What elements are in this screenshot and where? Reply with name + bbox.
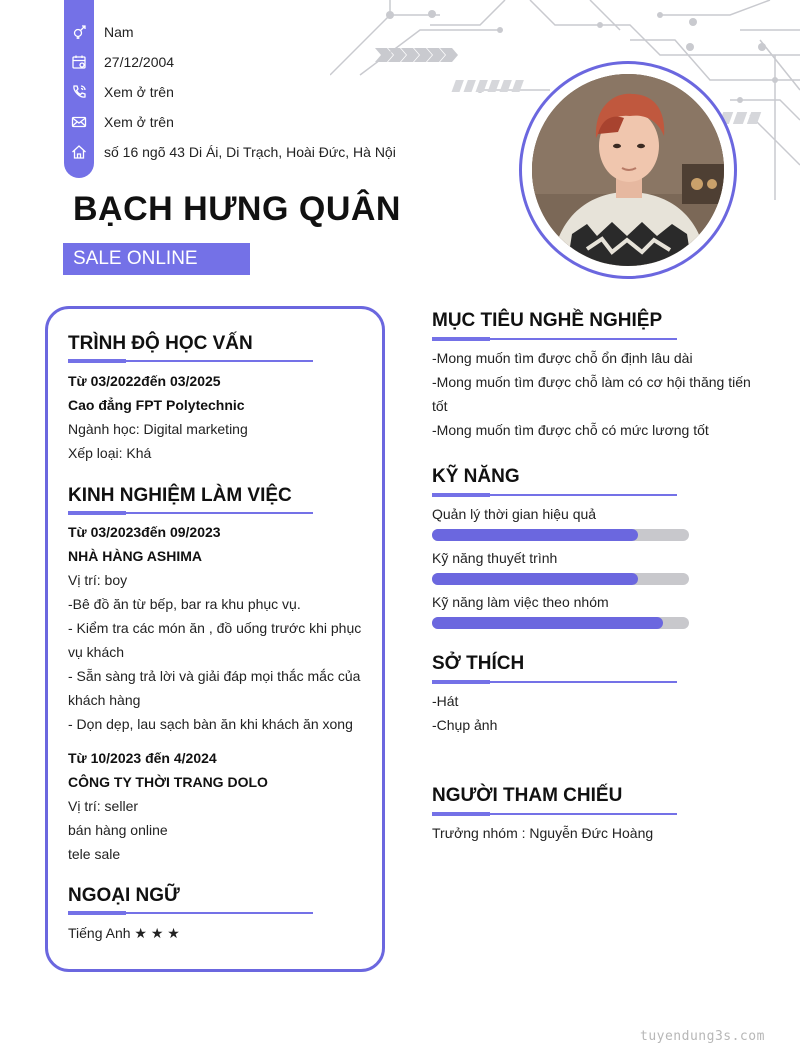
job-detail-line: -Bê đồ ăn từ bếp, bar ra khu phục vụ. — [68, 596, 301, 612]
contact-address-row — [64, 137, 396, 167]
job-company: NHÀ HÀNG ASHIMA — [68, 548, 203, 564]
languages-heading: NGOẠI NGỮ — [68, 885, 180, 906]
references-heading: NGƯỜI THAM CHIẾU — [432, 785, 623, 806]
objective-line: -Mong muốn tìm được chỗ làm có cơ hội thăng tiến — [432, 374, 751, 390]
phone-text: Xem ở trên — [104, 84, 174, 100]
job-title-badge: SALE ONLINE — [63, 243, 250, 275]
watermark: tuyendung3s.com — [640, 1029, 765, 1044]
contact-email-row — [64, 107, 174, 137]
objective-heading: MỤC TIÊU NGHỀ NGHIỆP — [432, 310, 663, 331]
job-detail-line: - Dọn dẹp, lau sạch bàn ăn khi khách ăn xong — [68, 716, 353, 732]
language-item: Tiếng Anh ★ ★ ★ — [68, 925, 180, 941]
email-text: Xem ở trên — [104, 114, 174, 130]
job-detail-line: vụ khách — [68, 644, 125, 660]
skill-bar-fill — [432, 617, 663, 629]
job-detail-line: khách hàng — [68, 692, 141, 708]
education-divider — [68, 360, 313, 362]
avatar — [532, 74, 724, 266]
education-school: Cao đẳng FPT Polytechnic — [68, 397, 245, 413]
skill-label: Quản lý thời gian hiệu quả — [432, 506, 597, 522]
skill-bar-track — [432, 617, 689, 629]
job-period: Từ 03/2023đến 09/2023 — [68, 524, 221, 540]
education-major: Ngành học: Digital marketing — [68, 421, 248, 437]
contact-birthday-row — [64, 47, 174, 77]
education-grade: Xếp loại: Khá — [68, 445, 152, 461]
skill-label: Kỹ năng thuyết trình — [432, 550, 558, 566]
job-detail-line: tele sale — [68, 846, 121, 862]
skill-bar-fill — [432, 529, 638, 541]
address-text: số 16 ngõ 43 Di Ái, Di Trạch, Hoài Đức, Hà Nội — [104, 144, 396, 160]
reference-item: Trưởng nhóm : Nguyễn Đức Hoàng — [432, 825, 654, 841]
languages-divider — [68, 912, 313, 914]
objective-line: -Mong muốn tìm được chỗ có mức lương tốt — [432, 422, 709, 438]
contact-gender-row — [64, 17, 134, 47]
skill-bar-fill — [432, 573, 638, 585]
birthday-text: 27/12/2004 — [104, 54, 175, 70]
objective-divider — [432, 338, 677, 340]
calendar-icon — [64, 47, 94, 77]
job-detail-line: - Sẵn sàng trả lời và giải đáp mọi thắc mắc của — [68, 668, 361, 684]
mail-icon — [64, 107, 94, 137]
objective-line: -Mong muốn tìm được chỗ ổn định lâu dài — [432, 350, 693, 366]
skill-bar-track — [432, 573, 689, 585]
gender-text: Nam — [104, 24, 134, 40]
job-detail-line: Vị trí: seller — [68, 798, 139, 814]
experience-divider — [68, 512, 313, 514]
objective-line: tốt — [432, 398, 448, 414]
education-period: Từ 03/2022đến 03/2025 — [68, 373, 221, 389]
experience-heading: KINH NGHIỆM LÀM VIỆC — [68, 485, 292, 506]
job-detail-line: - Kiểm tra các món ăn , đồ uống trước khi phục — [68, 620, 362, 636]
hobby-item: -Hát — [432, 693, 459, 709]
contact-phone-row — [64, 77, 174, 107]
references-divider — [432, 813, 677, 815]
job-company: CÔNG TY THỜI TRANG DOLO — [68, 774, 268, 790]
skills-heading: KỸ NĂNG — [432, 466, 520, 487]
skills-divider — [432, 494, 677, 496]
education-heading: TRÌNH ĐỘ HỌC VẤN — [68, 333, 253, 354]
hobbies-divider — [432, 681, 677, 683]
home-icon — [64, 137, 94, 167]
job-period: Từ 10/2023 đến 4/2024 — [68, 750, 217, 766]
skill-label: Kỹ năng làm việc theo nhóm — [432, 594, 609, 610]
candidate-name: BẠCH HƯNG QUÂN — [73, 190, 401, 228]
skill-bar-track — [432, 529, 689, 541]
job-detail-line: Vị trí: boy — [68, 572, 128, 588]
phone-icon — [64, 77, 94, 107]
job-detail-line: bán hàng online — [68, 822, 168, 838]
hobbies-heading: SỞ THÍCH — [432, 653, 525, 674]
gender-icon — [64, 17, 94, 47]
hobby-item: -Chụp ảnh — [432, 717, 498, 733]
